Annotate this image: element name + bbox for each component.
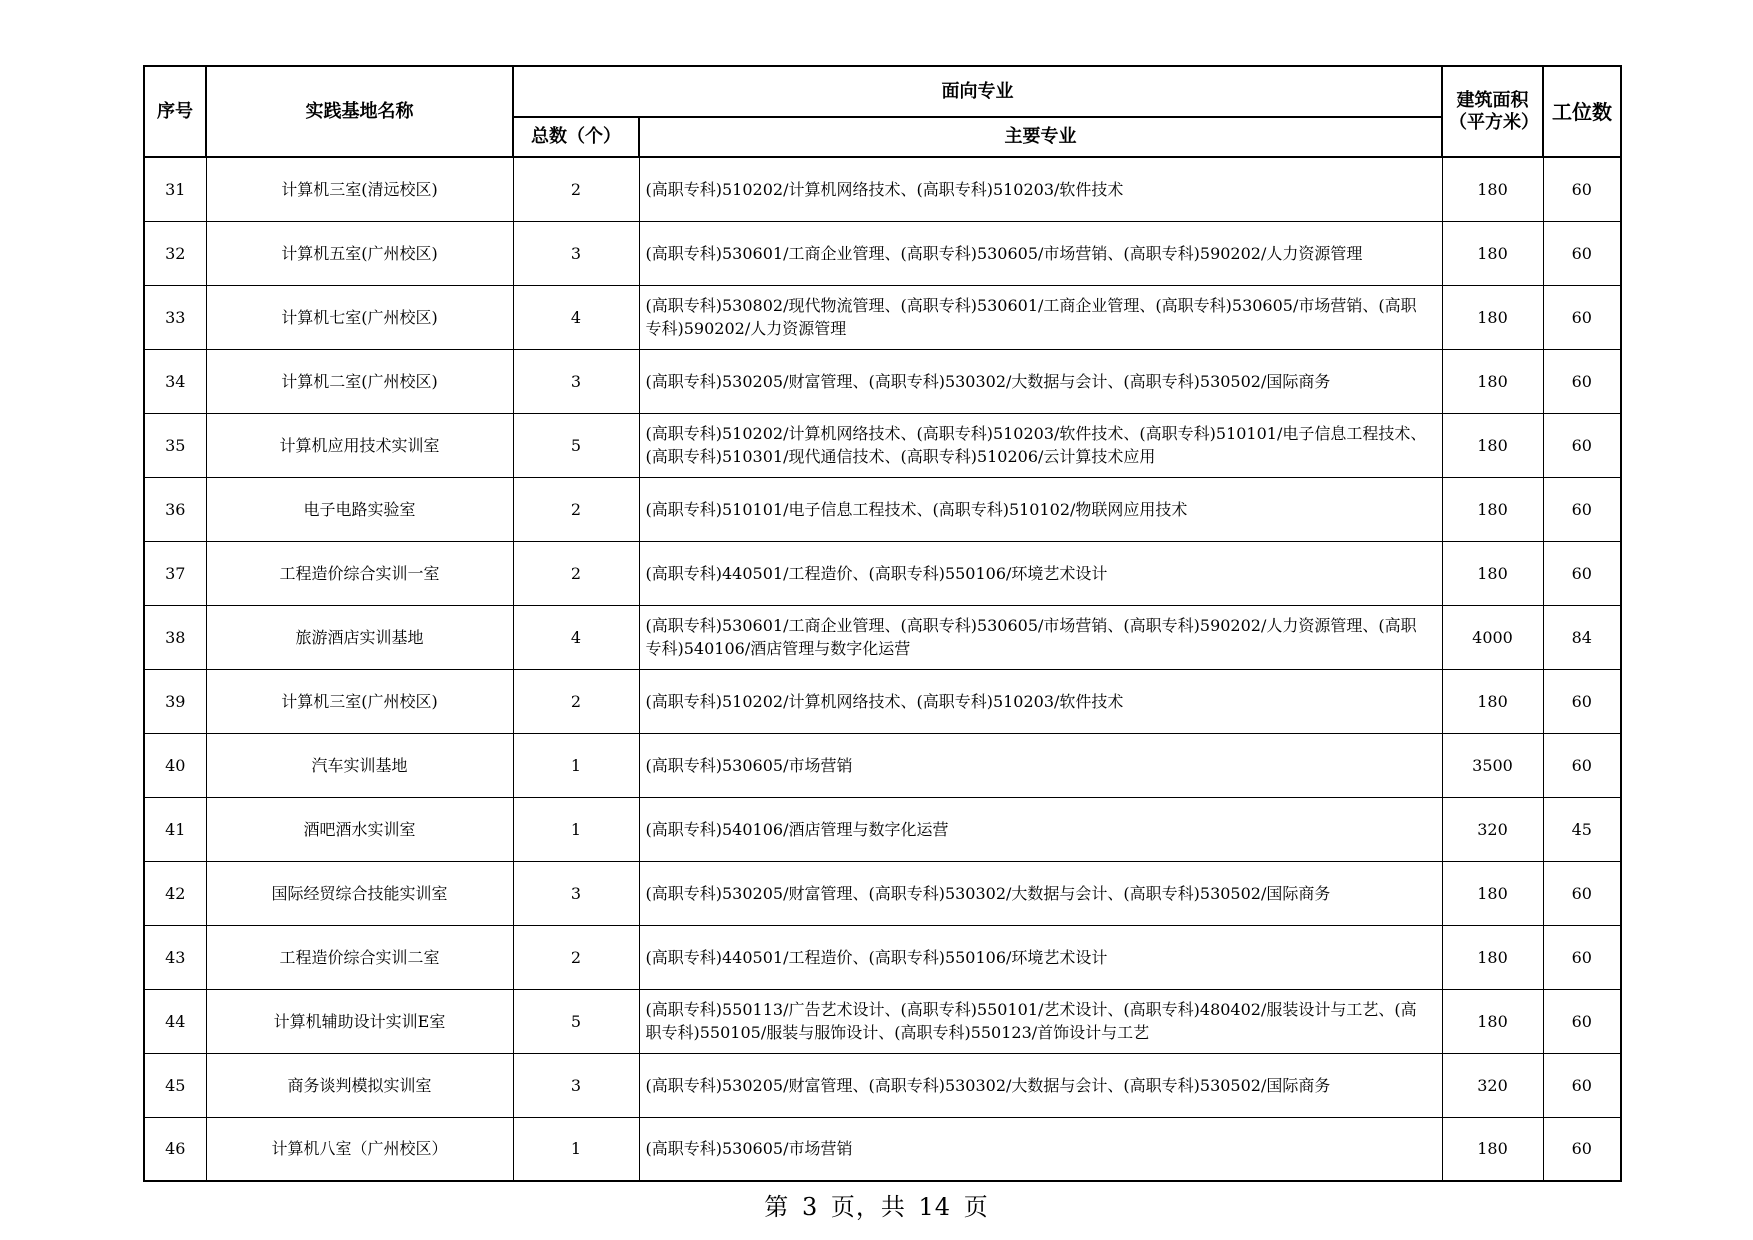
header-area: 建筑面积（平方米） [1442, 66, 1543, 157]
cell-majors: (高职专科)510202/计算机网络技术、(高职专科)510203/软件技术 [639, 669, 1442, 733]
cell-stations: 60 [1543, 349, 1621, 413]
table-row [144, 1053, 1621, 1117]
cell-base-name: 工程造价综合实训一室 [206, 541, 513, 605]
cell-total: 2 [513, 157, 639, 221]
table-row [144, 861, 1621, 925]
cell-area: 180 [1442, 861, 1543, 925]
table-row [144, 669, 1621, 733]
cell-base-name: 旅游酒店实训基地 [206, 605, 513, 669]
table-row [144, 1117, 1621, 1181]
cell-base-name: 计算机五室(广州校区) [206, 221, 513, 285]
cell-majors: (高职专科)530605/市场营销 [639, 1117, 1442, 1181]
cell-area: 180 [1442, 157, 1543, 221]
cell-base-name: 计算机二室(广州校区) [206, 349, 513, 413]
cell-area: 180 [1442, 413, 1543, 477]
cell-stations: 84 [1543, 605, 1621, 669]
cell-stations: 60 [1543, 157, 1621, 221]
cell-stations: 45 [1543, 797, 1621, 861]
cell-area: 320 [1442, 1053, 1543, 1117]
cell-seq: 38 [144, 605, 206, 669]
table-header [144, 66, 1621, 157]
header-total: 总数（个） [513, 117, 639, 157]
cell-stations: 60 [1543, 285, 1621, 349]
footer-page-current: 3 [801, 1193, 819, 1221]
cell-majors: (高职专科)440501/工程造价、(高职专科)550106/环境艺术设计 [639, 541, 1442, 605]
cell-stations: 60 [1543, 541, 1621, 605]
cell-seq: 32 [144, 221, 206, 285]
cell-majors: (高职专科)530601/工商企业管理、(高职专科)530605/市场营销、(高职专科)590202/人力资源管理、(高职专科)540106/酒店管理与数字化运营 [639, 605, 1442, 669]
cell-majors: (高职专科)540106/酒店管理与数字化运营 [639, 797, 1442, 861]
cell-total: 3 [513, 349, 639, 413]
cell-seq: 33 [144, 285, 206, 349]
cell-seq: 41 [144, 797, 206, 861]
cell-area: 180 [1442, 925, 1543, 989]
table-row [144, 477, 1621, 541]
cell-area: 180 [1442, 669, 1543, 733]
cell-majors: (高职专科)550113/广告艺术设计、(高职专科)550101/艺术设计、(高职专科)480402/服装设计与工艺、(高职专科)550105/服装与服饰设计、(高职专科)550123/首饰设计与工艺 [639, 989, 1442, 1053]
table-row [144, 605, 1621, 669]
cell-stations: 60 [1543, 413, 1621, 477]
footer-prefix: 第 [764, 1193, 790, 1221]
cell-seq: 40 [144, 733, 206, 797]
cell-area: 180 [1442, 349, 1543, 413]
cell-area: 180 [1442, 541, 1543, 605]
table-row [144, 989, 1621, 1053]
cell-area: 320 [1442, 797, 1543, 861]
cell-seq: 35 [144, 413, 206, 477]
cell-total: 3 [513, 861, 639, 925]
page-footer [0, 1187, 1753, 1222]
cell-stations: 60 [1543, 477, 1621, 541]
header-main-majors: 主要专业 [639, 117, 1442, 157]
cell-seq: 39 [144, 669, 206, 733]
cell-seq: 43 [144, 925, 206, 989]
cell-majors: (高职专科)530205/财富管理、(高职专科)530302/大数据与会计、(高职专科)530502/国际商务 [639, 349, 1442, 413]
cell-base-name: 计算机三室(清远校区) [206, 157, 513, 221]
table-row [144, 221, 1621, 285]
cell-base-name: 汽车实训基地 [206, 733, 513, 797]
cell-total: 1 [513, 733, 639, 797]
cell-total: 5 [513, 413, 639, 477]
cell-base-name: 酒吧酒水实训室 [206, 797, 513, 861]
cell-majors: (高职专科)510202/计算机网络技术、(高职专科)510203/软件技术 [639, 157, 1442, 221]
cell-stations: 60 [1543, 1117, 1621, 1181]
cell-seq: 44 [144, 989, 206, 1053]
cell-total: 4 [513, 285, 639, 349]
cell-majors: (高职专科)530205/财富管理、(高职专科)530302/大数据与会计、(高职专科)530502/国际商务 [639, 1053, 1442, 1117]
table-row [144, 349, 1621, 413]
table-row [144, 797, 1621, 861]
cell-base-name: 国际经贸综合技能实训室 [206, 861, 513, 925]
cell-total: 2 [513, 925, 639, 989]
cell-majors: (高职专科)530605/市场营销 [639, 733, 1442, 797]
cell-majors: (高职专科)510202/计算机网络技术、(高职专科)510203/软件技术、(高职专科)510101/电子信息工程技术、(高职专科)510301/现代通信技术、(高职专科)510206/云计算技术应用 [639, 413, 1442, 477]
cell-seq: 42 [144, 861, 206, 925]
cell-seq: 45 [144, 1053, 206, 1117]
cell-base-name: 计算机辅助设计实训E室 [206, 989, 513, 1053]
header-majors-group: 面向专业 [513, 66, 1442, 117]
table-row [144, 541, 1621, 605]
cell-base-name: 电子电路实验室 [206, 477, 513, 541]
cell-total: 3 [513, 1053, 639, 1117]
cell-total: 2 [513, 477, 639, 541]
cell-base-name: 计算机八室（广州校区） [206, 1117, 513, 1181]
practice-base-table [143, 65, 1622, 1182]
cell-stations: 60 [1543, 989, 1621, 1053]
cell-stations: 60 [1543, 221, 1621, 285]
header-stations: 工位数 [1543, 66, 1621, 157]
cell-stations: 60 [1543, 1053, 1621, 1117]
cell-total: 2 [513, 541, 639, 605]
footer-page-total: 14 [918, 1193, 952, 1221]
cell-total: 5 [513, 989, 639, 1053]
cell-majors: (高职专科)510101/电子信息工程技术、(高职专科)510102/物联网应用技术 [639, 477, 1442, 541]
cell-total: 4 [513, 605, 639, 669]
cell-base-name: 计算机七室(广州校区) [206, 285, 513, 349]
cell-total: 3 [513, 221, 639, 285]
table-row [144, 285, 1621, 349]
cell-seq: 34 [144, 349, 206, 413]
cell-total: 2 [513, 669, 639, 733]
cell-base-name: 工程造价综合实训二室 [206, 925, 513, 989]
cell-stations: 60 [1543, 925, 1621, 989]
cell-seq: 37 [144, 541, 206, 605]
cell-seq: 36 [144, 477, 206, 541]
cell-area: 3500 [1442, 733, 1543, 797]
header-name: 实践基地名称 [206, 66, 513, 157]
cell-total: 1 [513, 1117, 639, 1181]
cell-stations: 60 [1543, 861, 1621, 925]
cell-base-name: 计算机三室(广州校区) [206, 669, 513, 733]
cell-stations: 60 [1543, 733, 1621, 797]
cell-seq: 46 [144, 1117, 206, 1181]
cell-total: 1 [513, 797, 639, 861]
footer-suffix: 页 [963, 1193, 989, 1221]
table-body [144, 157, 1621, 1181]
cell-area: 180 [1442, 477, 1543, 541]
table-row [144, 413, 1621, 477]
footer-middle: 页，共 [830, 1193, 906, 1221]
cell-majors: (高职专科)440501/工程造价、(高职专科)550106/环境艺术设计 [639, 925, 1442, 989]
cell-base-name: 商务谈判模拟实训室 [206, 1053, 513, 1117]
cell-area: 180 [1442, 1117, 1543, 1181]
table-row [144, 157, 1621, 221]
cell-area: 180 [1442, 989, 1543, 1053]
cell-base-name: 计算机应用技术实训室 [206, 413, 513, 477]
cell-area: 4000 [1442, 605, 1543, 669]
cell-majors: (高职专科)530601/工商企业管理、(高职专科)530605/市场营销、(高职专科)590202/人力资源管理 [639, 221, 1442, 285]
table-row [144, 925, 1621, 989]
cell-area: 180 [1442, 221, 1543, 285]
cell-area: 180 [1442, 285, 1543, 349]
cell-seq: 31 [144, 157, 206, 221]
cell-majors: (高职专科)530205/财富管理、(高职专科)530302/大数据与会计、(高职专科)530502/国际商务 [639, 861, 1442, 925]
header-seq: 序号 [144, 66, 206, 157]
cell-stations: 60 [1543, 669, 1621, 733]
cell-majors: (高职专科)530802/现代物流管理、(高职专科)530601/工商企业管理、(高职专科)530605/市场营销、(高职专科)590202/人力资源管理 [639, 285, 1442, 349]
table-row [144, 733, 1621, 797]
